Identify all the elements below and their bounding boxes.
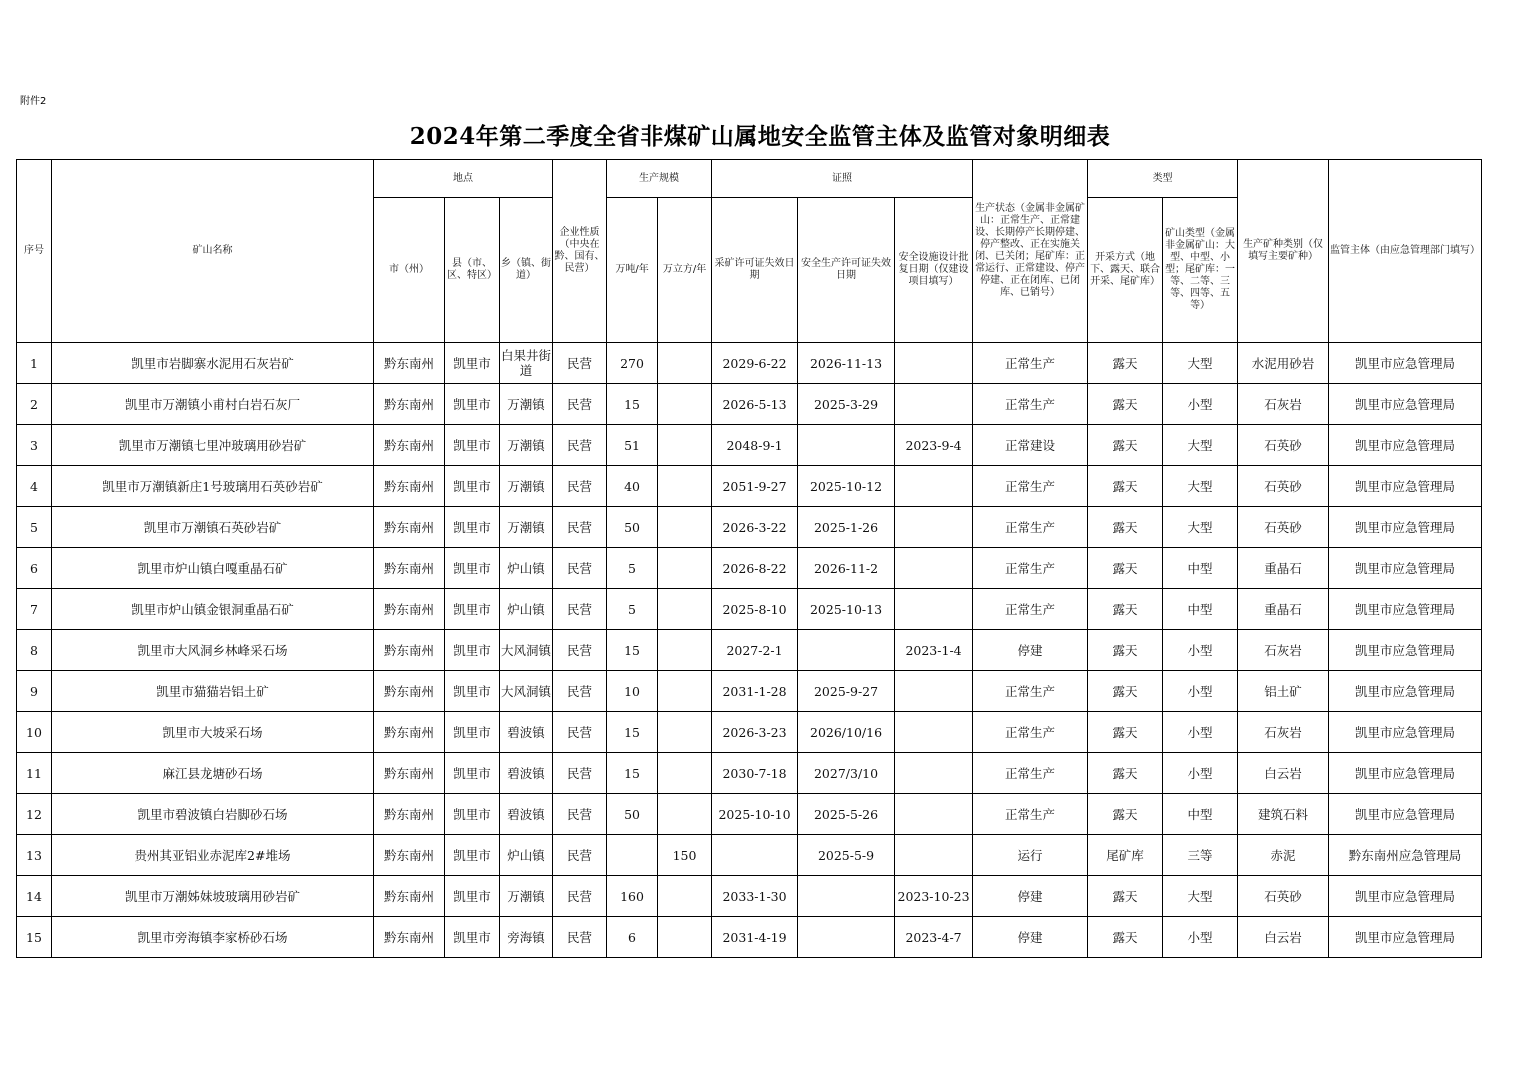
header-ownership: 企业性质（中央在黔、国有、民营） <box>553 160 607 343</box>
cell-mining-method: 露天 <box>1088 917 1163 958</box>
cell-county: 凯里市 <box>445 876 500 917</box>
cell-mining-method: 露天 <box>1088 425 1163 466</box>
cell-status: 正常生产 <box>973 794 1088 835</box>
table-row <box>17 917 1482 958</box>
cell-mineral: 石英砂 <box>1238 876 1329 917</box>
cell-safety-design <box>895 753 973 794</box>
cell-status: 正常生产 <box>973 343 1088 384</box>
cell-ownership: 民营 <box>553 630 607 671</box>
cell-safety-design <box>895 343 973 384</box>
cell-ownership: 民营 <box>553 712 607 753</box>
cell-township: 碧波镇 <box>500 753 553 794</box>
header-scale: 生产规模 <box>607 160 712 198</box>
cell-seq: 8 <box>17 630 52 671</box>
cell-safety-design: 2023-10-23 <box>895 876 973 917</box>
cell-county: 凯里市 <box>445 507 500 548</box>
cell-safety-permit: 2026-11-13 <box>798 343 895 384</box>
cell-mineral: 白云岩 <box>1238 753 1329 794</box>
cell-mine-name: 凯里市万潮镇新庄1号玻璃用石英砂岩矿 <box>52 466 374 507</box>
cell-scale-wan-m3 <box>658 384 712 425</box>
header-scale-wan-ton: 万吨/年 <box>607 198 658 343</box>
table-row <box>17 671 1482 712</box>
cell-mine-name: 凯里市旁海镇李家桥砂石场 <box>52 917 374 958</box>
cell-status: 正常生产 <box>973 671 1088 712</box>
cell-regulator: 凯里市应急管理局 <box>1329 712 1482 753</box>
cell-mining-method: 露天 <box>1088 630 1163 671</box>
cell-mine-name: 凯里市岩脚寨水泥用石灰岩矿 <box>52 343 374 384</box>
cell-mining-permit: 2026-3-22 <box>712 507 798 548</box>
cell-city: 黔东南州 <box>374 507 445 548</box>
cell-seq: 1 <box>17 343 52 384</box>
cell-safety-permit: 2026-11-2 <box>798 548 895 589</box>
header-seq: 序号 <box>17 160 52 343</box>
cell-mineral: 石灰岩 <box>1238 712 1329 753</box>
cell-safety-design <box>895 548 973 589</box>
cell-safety-design <box>895 671 973 712</box>
cell-township: 炉山镇 <box>500 548 553 589</box>
cell-mine-type: 大型 <box>1163 876 1238 917</box>
cell-scale-wan-ton: 15 <box>607 384 658 425</box>
cell-mine-type: 大型 <box>1163 425 1238 466</box>
cell-township: 炉山镇 <box>500 835 553 876</box>
cell-township: 碧波镇 <box>500 712 553 753</box>
header-township: 乡（镇、街道） <box>500 198 553 343</box>
cell-mining-method: 露天 <box>1088 343 1163 384</box>
cell-mine-name: 凯里市万潮姊妹坡玻璃用砂岩矿 <box>52 876 374 917</box>
cell-ownership: 民营 <box>553 794 607 835</box>
header-mine-name: 矿山名称 <box>52 160 374 343</box>
cell-safety-permit <box>798 630 895 671</box>
cell-seq: 3 <box>17 425 52 466</box>
cell-mining-permit: 2029-6-22 <box>712 343 798 384</box>
cell-safety-design: 2023-4-7 <box>895 917 973 958</box>
table-row <box>17 589 1482 630</box>
cell-mining-method: 露天 <box>1088 507 1163 548</box>
cell-mine-type: 小型 <box>1163 384 1238 425</box>
cell-mining-permit: 2051-9-27 <box>712 466 798 507</box>
cell-ownership: 民营 <box>553 876 607 917</box>
cell-mine-type: 小型 <box>1163 630 1238 671</box>
cell-scale-wan-m3 <box>658 671 712 712</box>
cell-regulator: 凯里市应急管理局 <box>1329 466 1482 507</box>
cell-scale-wan-m3 <box>658 876 712 917</box>
cell-city: 黔东南州 <box>374 589 445 630</box>
cell-seq: 9 <box>17 671 52 712</box>
header-mining-permit: 采矿许可证失效日期 <box>712 198 798 343</box>
cell-county: 凯里市 <box>445 384 500 425</box>
cell-mining-permit: 2026-3-23 <box>712 712 798 753</box>
cell-mine-type: 小型 <box>1163 712 1238 753</box>
cell-status: 正常生产 <box>973 589 1088 630</box>
cell-township: 碧波镇 <box>500 794 553 835</box>
cell-safety-permit: 2025-5-9 <box>798 835 895 876</box>
cell-mine-type: 小型 <box>1163 753 1238 794</box>
table-row <box>17 343 1482 384</box>
cell-mining-permit: 2033-1-30 <box>712 876 798 917</box>
cell-mine-name: 凯里市万潮镇七里冲玻璃用砂岩矿 <box>52 425 374 466</box>
header-safety-design: 安全设施设计批复日期（仅建设项目填写） <box>895 198 973 343</box>
cell-safety-design <box>895 466 973 507</box>
cell-county: 凯里市 <box>445 630 500 671</box>
cell-county: 凯里市 <box>445 753 500 794</box>
cell-ownership: 民营 <box>553 343 607 384</box>
cell-safety-permit <box>798 917 895 958</box>
cell-mineral: 赤泥 <box>1238 835 1329 876</box>
cell-safety-design: 2023-1-4 <box>895 630 973 671</box>
cell-township: 万潮镇 <box>500 507 553 548</box>
cell-seq: 15 <box>17 917 52 958</box>
cell-mining-permit: 2048-9-1 <box>712 425 798 466</box>
cell-seq: 4 <box>17 466 52 507</box>
cell-mine-type: 三等 <box>1163 835 1238 876</box>
cell-mining-method: 露天 <box>1088 876 1163 917</box>
cell-mine-name: 凯里市碧波镇白岩脚砂石场 <box>52 794 374 835</box>
cell-mineral: 白云岩 <box>1238 917 1329 958</box>
table-row <box>17 384 1482 425</box>
cell-safety-permit: 2025-1-26 <box>798 507 895 548</box>
cell-county: 凯里市 <box>445 425 500 466</box>
cell-city: 黔东南州 <box>374 917 445 958</box>
cell-mine-name: 麻江县龙塘砂石场 <box>52 753 374 794</box>
cell-county: 凯里市 <box>445 712 500 753</box>
cell-mining-permit: 2026-8-22 <box>712 548 798 589</box>
attachment-label: 附件2 <box>20 96 47 107</box>
cell-ownership: 民营 <box>553 425 607 466</box>
cell-safety-design <box>895 507 973 548</box>
cell-status: 正常生产 <box>973 507 1088 548</box>
cell-mine-name: 凯里市炉山镇白嘎重晶石矿 <box>52 548 374 589</box>
cell-county: 凯里市 <box>445 343 500 384</box>
cell-scale-wan-m3 <box>658 917 712 958</box>
cell-scale-wan-m3: 150 <box>658 835 712 876</box>
cell-safety-permit: 2025-3-29 <box>798 384 895 425</box>
cell-regulator: 凯里市应急管理局 <box>1329 384 1482 425</box>
table-row <box>17 548 1482 589</box>
cell-county: 凯里市 <box>445 794 500 835</box>
cell-safety-permit: 2025-5-26 <box>798 794 895 835</box>
cell-scale-wan-m3 <box>658 794 712 835</box>
cell-scale-wan-m3 <box>658 589 712 630</box>
cell-scale-wan-ton <box>607 835 658 876</box>
cell-mineral: 石英砂 <box>1238 507 1329 548</box>
cell-township: 白果井街道 <box>500 343 553 384</box>
cell-safety-design <box>895 794 973 835</box>
cell-mine-name: 凯里市猫猫岩铝土矿 <box>52 671 374 712</box>
cell-city: 黔东南州 <box>374 876 445 917</box>
cell-mine-name: 凯里市大坡采石场 <box>52 712 374 753</box>
header-location: 地点 <box>374 160 553 198</box>
cell-city: 黔东南州 <box>374 630 445 671</box>
cell-seq: 2 <box>17 384 52 425</box>
header-license: 证照 <box>712 160 973 198</box>
cell-ownership: 民营 <box>553 753 607 794</box>
cell-status: 停建 <box>973 917 1088 958</box>
cell-mining-permit: 2026-5-13 <box>712 384 798 425</box>
cell-regulator: 凯里市应急管理局 <box>1329 507 1482 548</box>
cell-mining-permit <box>712 835 798 876</box>
cell-status: 正常生产 <box>973 548 1088 589</box>
cell-status: 正常生产 <box>973 384 1088 425</box>
cell-regulator: 凯里市应急管理局 <box>1329 425 1482 466</box>
cell-scale-wan-m3 <box>658 425 712 466</box>
header-status: 生产状态（金属非金属矿山：正常生产、正常建设、长期停产长期停建、停产整改、正在实施关闭、已关闭；尾矿库：正常运行、正常建设、停产停建、正在闭库、已闭库、已销号） <box>973 160 1088 343</box>
cell-scale-wan-ton: 50 <box>607 507 658 548</box>
table-row <box>17 835 1482 876</box>
cell-regulator: 凯里市应急管理局 <box>1329 794 1482 835</box>
mine-supervision-table <box>16 159 1482 958</box>
cell-safety-permit: 2025-10-12 <box>798 466 895 507</box>
cell-safety-design <box>895 589 973 630</box>
cell-regulator: 凯里市应急管理局 <box>1329 876 1482 917</box>
cell-status: 运行 <box>973 835 1088 876</box>
cell-mining-permit: 2027-2-1 <box>712 630 798 671</box>
cell-mineral: 铝土矿 <box>1238 671 1329 712</box>
cell-regulator: 凯里市应急管理局 <box>1329 630 1482 671</box>
cell-scale-wan-ton: 270 <box>607 343 658 384</box>
cell-status: 正常生产 <box>973 466 1088 507</box>
cell-township: 大风洞镇 <box>500 671 553 712</box>
cell-mine-name: 贵州其亚铝业赤泥库2#堆场 <box>52 835 374 876</box>
cell-regulator: 凯里市应急管理局 <box>1329 753 1482 794</box>
cell-ownership: 民营 <box>553 835 607 876</box>
cell-mineral: 石灰岩 <box>1238 630 1329 671</box>
cell-mineral: 重晶石 <box>1238 589 1329 630</box>
cell-city: 黔东南州 <box>374 712 445 753</box>
cell-mining-permit: 2025-8-10 <box>712 589 798 630</box>
cell-seq: 6 <box>17 548 52 589</box>
cell-regulator: 凯里市应急管理局 <box>1329 589 1482 630</box>
cell-mining-method: 露天 <box>1088 753 1163 794</box>
cell-mining-permit: 2025-10-10 <box>712 794 798 835</box>
header-regulator: 监管主体（由应急管理部门填写） <box>1329 160 1482 343</box>
cell-regulator: 黔东南州应急管理局 <box>1329 835 1482 876</box>
cell-mining-method: 露天 <box>1088 548 1163 589</box>
cell-seq: 12 <box>17 794 52 835</box>
cell-safety-permit <box>798 876 895 917</box>
cell-regulator: 凯里市应急管理局 <box>1329 343 1482 384</box>
cell-safety-permit: 2025-10-13 <box>798 589 895 630</box>
cell-scale-wan-m3 <box>658 548 712 589</box>
header-mining-method: 开采方式（地下、露天、联合开采、尾矿库） <box>1088 198 1163 343</box>
cell-mining-method: 露天 <box>1088 466 1163 507</box>
cell-mine-name: 凯里市万潮镇小甫村白岩石灰厂 <box>52 384 374 425</box>
cell-city: 黔东南州 <box>374 671 445 712</box>
cell-scale-wan-ton: 15 <box>607 630 658 671</box>
cell-seq: 13 <box>17 835 52 876</box>
cell-regulator: 凯里市应急管理局 <box>1329 671 1482 712</box>
cell-safety-design <box>895 384 973 425</box>
cell-scale-wan-ton: 40 <box>607 466 658 507</box>
cell-ownership: 民营 <box>553 917 607 958</box>
header-scale-wan-m3: 万立方/年 <box>658 198 712 343</box>
table-row <box>17 507 1482 548</box>
cell-county: 凯里市 <box>445 835 500 876</box>
cell-mine-type: 大型 <box>1163 466 1238 507</box>
cell-seq: 11 <box>17 753 52 794</box>
cell-mining-method: 露天 <box>1088 794 1163 835</box>
table-row <box>17 425 1482 466</box>
cell-regulator: 凯里市应急管理局 <box>1329 917 1482 958</box>
cell-mining-permit: 2031-1-28 <box>712 671 798 712</box>
cell-ownership: 民营 <box>553 507 607 548</box>
cell-scale-wan-m3 <box>658 466 712 507</box>
cell-safety-permit: 2025-9-27 <box>798 671 895 712</box>
cell-mineral: 建筑石料 <box>1238 794 1329 835</box>
cell-seq: 10 <box>17 712 52 753</box>
cell-township: 万潮镇 <box>500 425 553 466</box>
cell-city: 黔东南州 <box>374 466 445 507</box>
cell-mine-type: 中型 <box>1163 794 1238 835</box>
cell-scale-wan-m3 <box>658 712 712 753</box>
cell-city: 黔东南州 <box>374 384 445 425</box>
cell-mine-type: 中型 <box>1163 548 1238 589</box>
cell-township: 旁海镇 <box>500 917 553 958</box>
cell-scale-wan-ton: 6 <box>607 917 658 958</box>
cell-scale-wan-ton: 10 <box>607 671 658 712</box>
cell-seq: 14 <box>17 876 52 917</box>
cell-seq: 5 <box>17 507 52 548</box>
table-row <box>17 753 1482 794</box>
cell-mine-name: 凯里市大风洞乡林峰采石场 <box>52 630 374 671</box>
cell-township: 大风洞镇 <box>500 630 553 671</box>
cell-safety-design <box>895 835 973 876</box>
cell-city: 黔东南州 <box>374 794 445 835</box>
cell-mining-method: 露天 <box>1088 589 1163 630</box>
cell-city: 黔东南州 <box>374 425 445 466</box>
cell-mine-type: 大型 <box>1163 507 1238 548</box>
cell-scale-wan-ton: 5 <box>607 548 658 589</box>
cell-township: 万潮镇 <box>500 384 553 425</box>
table-body <box>17 343 1482 958</box>
cell-mine-type: 小型 <box>1163 671 1238 712</box>
cell-township: 炉山镇 <box>500 589 553 630</box>
cell-mineral: 重晶石 <box>1238 548 1329 589</box>
cell-safety-design <box>895 712 973 753</box>
cell-ownership: 民营 <box>553 384 607 425</box>
header-city: 市（州） <box>374 198 445 343</box>
cell-safety-permit <box>798 425 895 466</box>
table-row <box>17 794 1482 835</box>
cell-county: 凯里市 <box>445 548 500 589</box>
cell-mineral: 石英砂 <box>1238 425 1329 466</box>
cell-scale-wan-ton: 5 <box>607 589 658 630</box>
cell-seq: 7 <box>17 589 52 630</box>
cell-scale-wan-m3 <box>658 753 712 794</box>
header-county: 县（市、区、特区） <box>445 198 500 343</box>
cell-mineral: 石灰岩 <box>1238 384 1329 425</box>
cell-scale-wan-m3 <box>658 507 712 548</box>
cell-mine-type: 大型 <box>1163 343 1238 384</box>
cell-regulator: 凯里市应急管理局 <box>1329 548 1482 589</box>
cell-city: 黔东南州 <box>374 548 445 589</box>
cell-status: 停建 <box>973 876 1088 917</box>
cell-status: 正常建设 <box>973 425 1088 466</box>
table-row <box>17 876 1482 917</box>
cell-scale-wan-ton: 160 <box>607 876 658 917</box>
cell-city: 黔东南州 <box>374 753 445 794</box>
cell-county: 凯里市 <box>445 671 500 712</box>
cell-mining-method: 露天 <box>1088 712 1163 753</box>
cell-status: 正常生产 <box>973 712 1088 753</box>
cell-scale-wan-ton: 50 <box>607 794 658 835</box>
cell-township: 万潮镇 <box>500 466 553 507</box>
cell-mine-name: 凯里市炉山镇金银洞重晶石矿 <box>52 589 374 630</box>
cell-mine-type: 小型 <box>1163 917 1238 958</box>
table-row <box>17 712 1482 753</box>
cell-mining-permit: 2031-4-19 <box>712 917 798 958</box>
cell-safety-design: 2023-9-4 <box>895 425 973 466</box>
cell-status: 停建 <box>973 630 1088 671</box>
cell-ownership: 民营 <box>553 671 607 712</box>
cell-county: 凯里市 <box>445 466 500 507</box>
cell-mining-method: 露天 <box>1088 671 1163 712</box>
cell-township: 万潮镇 <box>500 876 553 917</box>
header-mineral: 生产矿种类别（仅填写主要矿种） <box>1238 160 1329 343</box>
cell-county: 凯里市 <box>445 917 500 958</box>
table-row <box>17 466 1482 507</box>
cell-mining-permit: 2030-7-18 <box>712 753 798 794</box>
header-type: 类型 <box>1088 160 1238 198</box>
cell-mine-name: 凯里市万潮镇石英砂岩矿 <box>52 507 374 548</box>
header-mine-type: 矿山类型（金属非金属矿山：大型、中型、小型；尾矿库：一等、二等、三等、四等、五等） <box>1163 198 1238 343</box>
cell-mineral: 石英砂 <box>1238 466 1329 507</box>
cell-scale-wan-m3 <box>658 630 712 671</box>
cell-mining-method: 露天 <box>1088 384 1163 425</box>
cell-scale-wan-ton: 15 <box>607 753 658 794</box>
cell-ownership: 民营 <box>553 466 607 507</box>
cell-scale-wan-ton: 15 <box>607 712 658 753</box>
cell-ownership: 民营 <box>553 548 607 589</box>
cell-county: 凯里市 <box>445 589 500 630</box>
cell-mine-type: 中型 <box>1163 589 1238 630</box>
document-title: 2024年第二季度全省非煤矿山属地安全监管主体及监管对象明细表 <box>409 123 1111 150</box>
cell-city: 黔东南州 <box>374 835 445 876</box>
header-safety-permit: 安全生产许可证失效日期 <box>798 198 895 343</box>
cell-scale-wan-m3 <box>658 343 712 384</box>
cell-mining-method: 尾矿库 <box>1088 835 1163 876</box>
cell-city: 黔东南州 <box>374 343 445 384</box>
cell-status: 正常生产 <box>973 753 1088 794</box>
cell-mineral: 水泥用砂岩 <box>1238 343 1329 384</box>
cell-safety-permit: 2026/10/16 <box>798 712 895 753</box>
table-row <box>17 630 1482 671</box>
cell-safety-permit: 2027/3/10 <box>798 753 895 794</box>
cell-scale-wan-ton: 51 <box>607 425 658 466</box>
cell-ownership: 民营 <box>553 589 607 630</box>
